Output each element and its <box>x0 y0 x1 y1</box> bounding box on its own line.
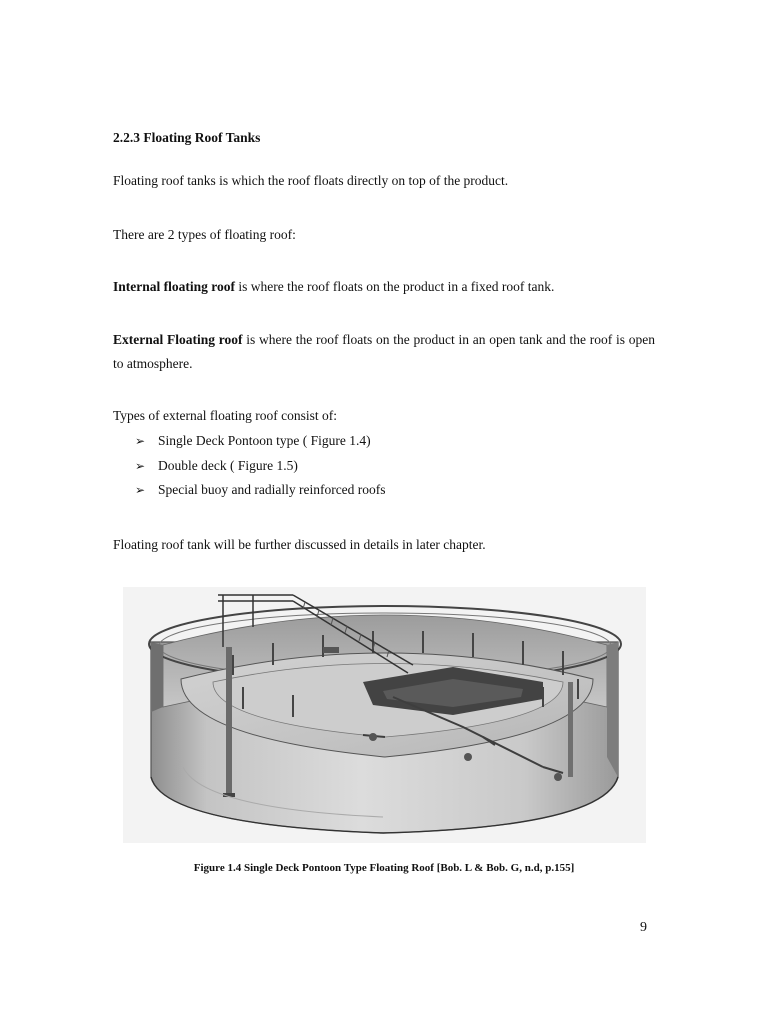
paragraph-internal-floating-roof <box>113 275 655 299</box>
paragraph-external-floating-roof <box>113 328 655 376</box>
arrow-bullet-icon: ➢ <box>135 483 146 497</box>
arrow-bullet-icon: ➢ <box>135 434 146 448</box>
list-item-text: Double deck ( Figure 1.5) <box>158 457 298 473</box>
list-item-text: Special buoy and radially reinforced roofs <box>158 482 386 497</box>
list-item <box>135 478 386 503</box>
external-roof-types-list <box>135 429 386 503</box>
floating-roof-tank-illustration <box>123 587 646 843</box>
page-number: 9 <box>640 920 647 935</box>
paragraph-types-intro: There are 2 types of floating roof: <box>113 227 296 242</box>
paragraph-external-types-intro: Types of external floating roof consist of: <box>113 408 337 423</box>
figure-caption: Figure 1.4 Single Deck Pontoon Type Floating Roof [Bob. L & Bob. G, n.d, p.155] <box>193 862 575 874</box>
arrow-bullet-icon: ➢ <box>135 458 146 473</box>
list-item <box>135 454 386 479</box>
paragraph-definition: Floating roof tanks is which the roof floats directly on top of the product. <box>113 173 509 188</box>
list-item-text: Single Deck Pontoon type ( Figure 1.4) <box>158 433 371 448</box>
external-floating-roof-description: is where the roof floats on the product in an open tank and the roof is open to atmosphere. <box>113 332 655 371</box>
section-heading: 2.2.3 Floating Roof Tanks <box>113 130 261 145</box>
term-internal-floating-roof: Internal floating roof <box>113 279 235 294</box>
term-external-floating-roof: External Floating roof <box>113 332 243 347</box>
list-item <box>135 429 386 454</box>
paragraph-further-discussion: Floating roof tank will be further discussed in details in later chapter. <box>113 537 486 552</box>
internal-floating-roof-description: is where the roof floats on the product in a fixed roof tank. <box>235 279 555 294</box>
